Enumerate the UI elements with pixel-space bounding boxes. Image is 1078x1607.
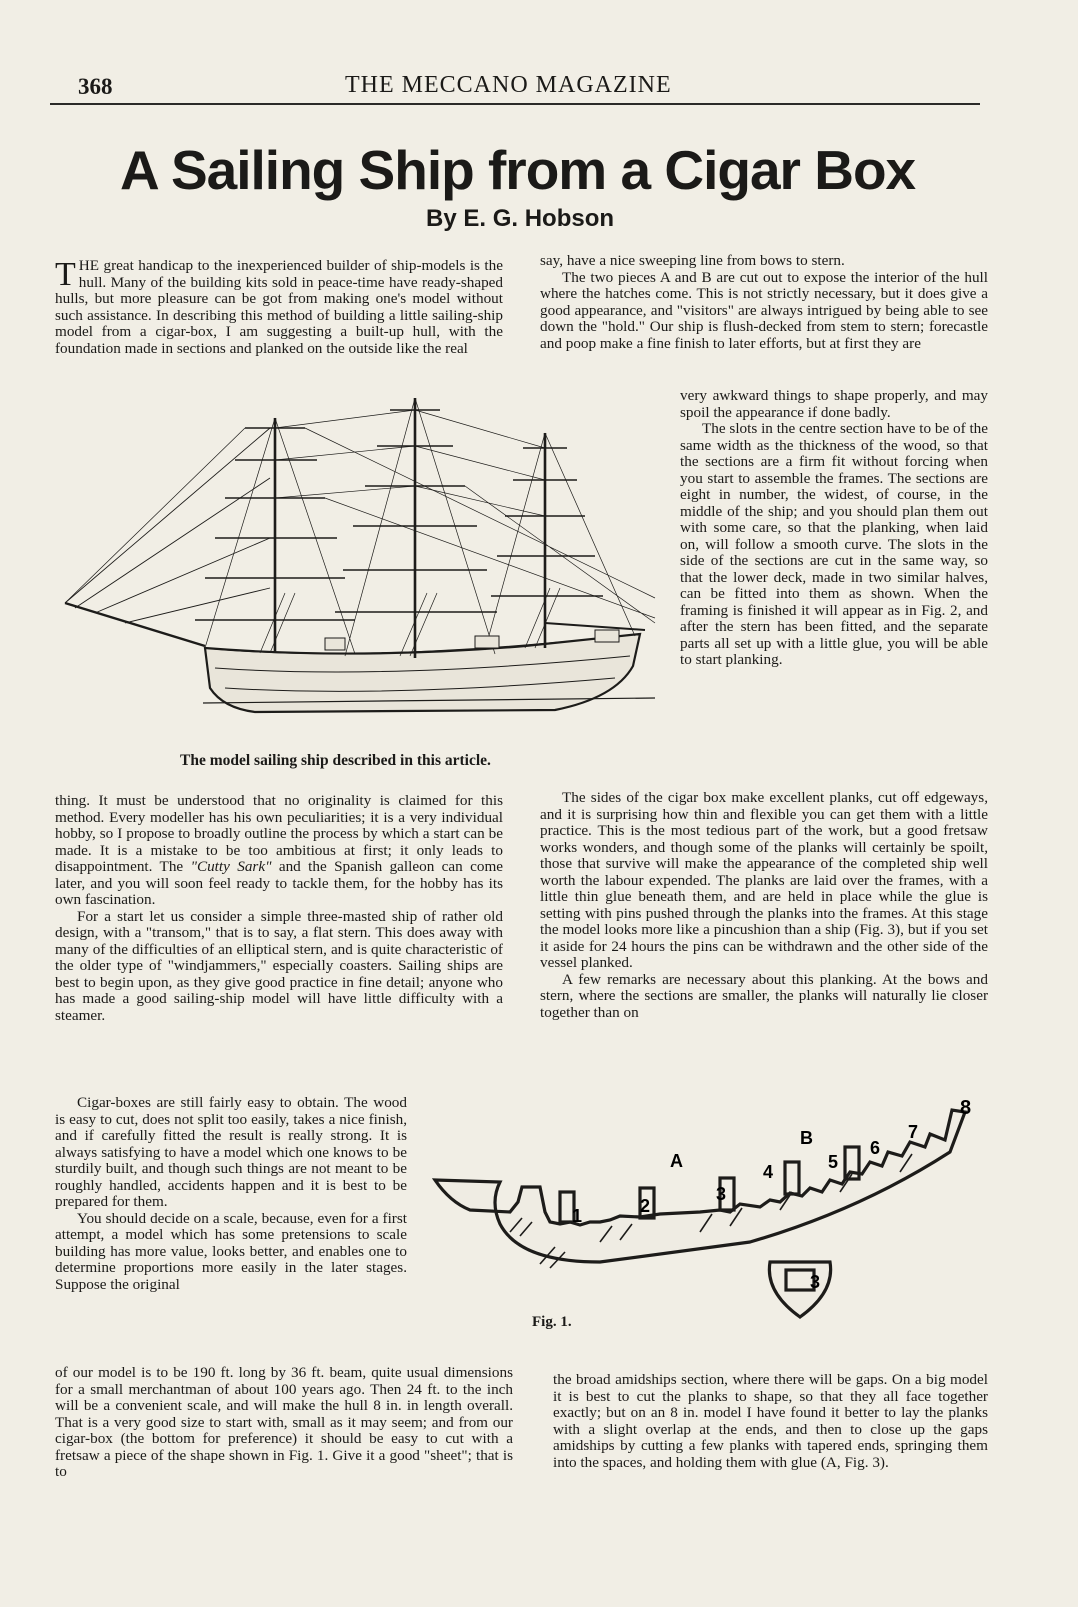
intro-paragraph — [55, 258, 503, 357]
right-paragraph-2: The two pieces A and B are cut out to expose the interior of the hull where the hatches come. This is not strictly necessary, but it does give a good appearance, and "visitors" are always intrigued by being able to see down the "hold." Our ship is flush-decked from stem to stern; forecastle and poop make a fine finish to later efforts, but at first they are — [540, 268, 988, 352]
right-paragraph-5: A few remarks are necessary about this planking. At the bows and stern, where the sections are smaller, the planks will naturally lie closer together than on — [540, 970, 988, 1021]
fig1-label-8: 8 — [960, 1097, 972, 1119]
article-byline: By E. G. Hobson — [426, 205, 615, 232]
fig1-label-1: 1 — [572, 1206, 583, 1226]
left-column-body — [55, 793, 503, 1024]
intro-text: HE great handicap to the inexperienced builder of ship-models is the hull. Many of the building kits sold in peace-time have ready-shaped hulls, but more pleasure can be got from making one's model without such assistance. In describing this method of building a little sailing-ship model from a cigar-box, I am suggesting a built-up hull, with the foundation made in sections and planked on the outside like the real — [55, 257, 503, 357]
right-paragraph-2b: very awkward things to shape properly, and may spoil the appearance if done badly. — [680, 387, 988, 421]
right-paragraph-1: say, have a nice sweeping line from bows to stern. — [540, 252, 845, 269]
header-rule — [50, 103, 980, 105]
fig1-label-a: A — [670, 1151, 683, 1171]
fig1-label-b: B — [800, 1128, 813, 1148]
right-column-narrow — [680, 388, 988, 669]
right-column-bottom — [553, 1372, 988, 1471]
article-title: A Sailing Ship from a Cigar Box — [120, 139, 916, 201]
left-paragraph-1: thing. It must be understood that no originality is claimed for this method. Every modeller has his own peculiarities; it is a very individual hobby, so I propose to broadly outline the process by which a start can be made. It is a mistake to be too ambitious at first; it only leads to disappointment. The "Cutty Sark" and the Spanish galleon can come later, and you will soon feel ready to tackle them, for the hobby has its own fascination. — [55, 792, 504, 908]
right-paragraph-4: The sides of the cigar box make excellent planks, cut off edgeways, and it is surprising how thin and flexible you can get them with a little practice. This is the most tedious part of the work, but a good fretsaw works wonders, and though some of the planks will certainly be spoilt, those that survive will make the appearance of the completed ship well worth the labour expended. The planks are laid over the frames, with a little thin glue beneath them, and are held in place while the glue is setting with pins pushed through the planks into the frames. At this stage the model looks more like a pincushion than a ship (Fig. 3), but if you set it aside for 24 hours the pins can be withdrawn and the other side of the vessel planked. — [540, 789, 988, 971]
left-paragraph-2: For a start let us consider a simple three-masted ship of rather old design, with a "transom," that is to say, a flat stern. This does away with many of the difficulties of an elliptical stern, and is quite characteristic of the older type of "windjammers," especially coasters. Sailing ships are best to begin upon, as they give good practice in fine detail; anyone who has made a good sailing-ship model will have little difficulty with a steamer. — [55, 907, 503, 1024]
fig1-label: Fig. 1. — [532, 1314, 572, 1330]
magazine-title: THE MECCANO MAGAZINE — [345, 72, 672, 98]
fig1-label-2: 2 — [640, 1196, 651, 1216]
fig1-label-5: 5 — [828, 1152, 839, 1172]
left-paragraph-4a: You should decide on a scale, because, even for a first attempt, a model which has some pretensions to scale building has more value, looks better, and enables one to determine proportions more easily in the later stages. Suppose the original — [55, 1209, 407, 1293]
right-paragraph-3: The slots in the centre section have to be of the same width as the thickness of the wood, so that the sections are a firm fit without forcing when you start to assemble the frames. The sections are eight in number, the widest, of course, in the middle of the ship; and you should plan them out with some care, so that the planking, when laid on, will follow a smooth curve. The slots in the side of the sections are cut in the same way, so that the lower deck, made in two similar halves, can be fitted into them as shown. When the framing is finished it will appear as in Fig. 2, and after the stern has been fitted, and the separate parts all set up with a little glue, you will be able to start planking. — [680, 420, 988, 668]
left-paragraph-3: Cigar-boxes are still fairly easy to obtain. The wood is easy to cut, does not split too easily, takes a nice finish, and if carefully fitted the result is really strong. It is always satisfying to have a model which one knows to be sturdily built, and though such things are not meant to be roughly handled, accidents happen and it is best to be prepared for them. — [55, 1094, 407, 1210]
page-number: 368 — [78, 74, 113, 99]
left-column-bottom — [55, 1365, 513, 1481]
fig1-hull-diagram — [430, 1092, 1000, 1332]
cutty-sark-title: "Cutty Sark" — [190, 858, 272, 875]
fig1-section-3-label: 3 — [810, 1272, 821, 1292]
fig1-label-4: 4 — [763, 1162, 774, 1182]
right-column-top — [540, 253, 988, 352]
left-column-narrow — [55, 1095, 407, 1293]
right-paragraph-6: the broad amidships section, where there will be gaps. On a big model it is best to cut the planks to shape, so that they all face together exactly; but on an 8 in. model I have found it better to lay the planks with a slight overlap at the ends, and then to close up the gaps amidships by cutting a few planks with tapered ends, springing them into the spaces, and holding them with glue (A, Fig. 3). — [553, 1371, 988, 1471]
ship-caption: The model sailing ship described in this article. — [180, 752, 491, 769]
fig1-label-3: 3 — [716, 1184, 727, 1204]
drop-cap: T — [55, 256, 76, 293]
right-column-middle — [540, 790, 988, 1021]
fig1-label-7: 7 — [908, 1122, 919, 1142]
left-paragraph-4b: of our model is to be 190 ft. long by 36 ft. beam, quite usual dimensions for a small merchantman of about 100 years ago. Then 24 ft. to the inch will be a convenient scale, and will make the hull 8 in. in length overall. That is a very good size to start with, small as it may seem; and from our cigar-box (the bottom for preference) it should be easy to cut with a fretsaw a piece of the shape shown in Fig. 1. Give it a good "sheet"; that is to — [55, 1364, 513, 1480]
fig1-label-6: 6 — [870, 1138, 881, 1158]
sailing-ship-illustration — [55, 398, 660, 738]
